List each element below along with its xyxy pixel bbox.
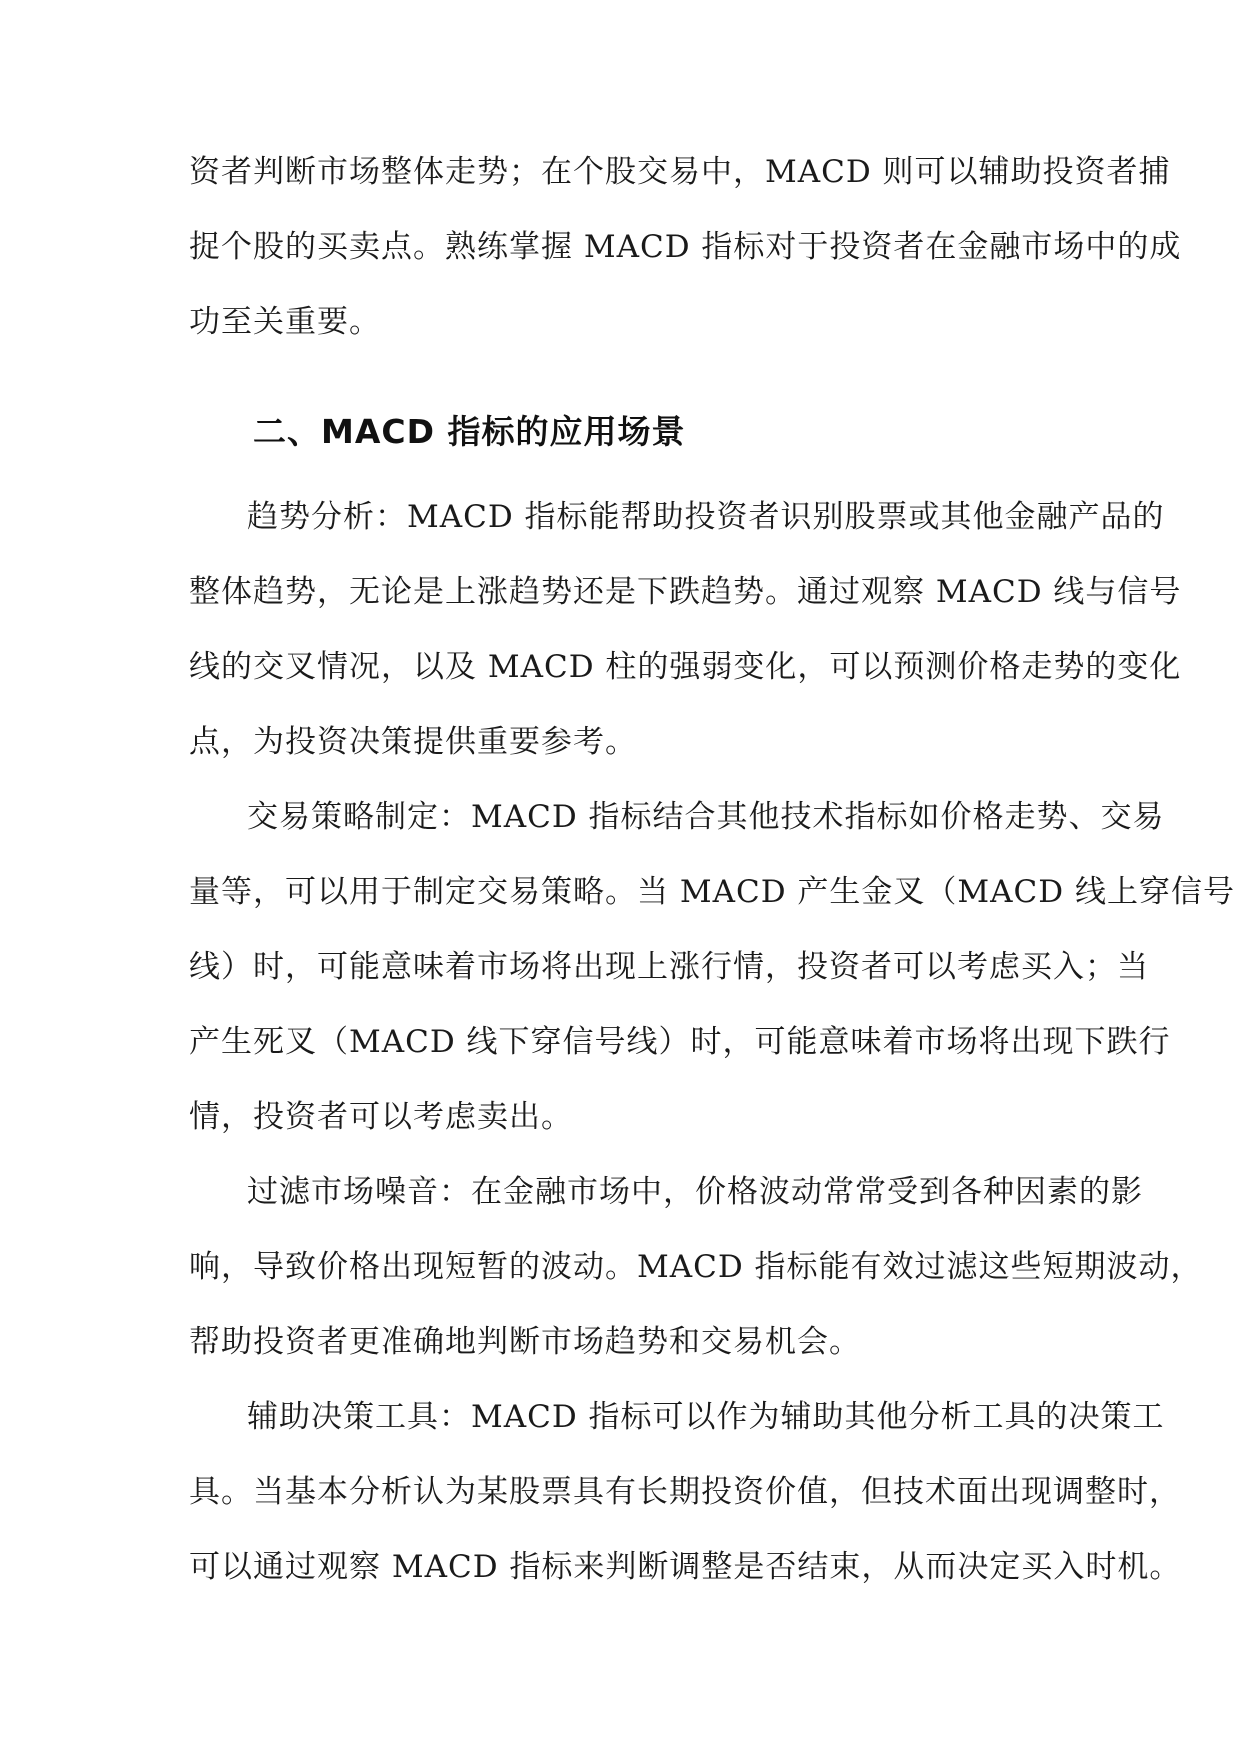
paragraph-line: 交易策略制定：MACD 指标结合其他技术指标如价格走势、交易 [247, 799, 1165, 835]
intro-line: 资者判断市场整体走势；在个股交易中，MACD 则可以辅助投资者捕 [189, 154, 1171, 190]
paragraph-line: 产生死叉（MACD 线下穿信号线）时，可能意味着市场将出现下跌行 [189, 1024, 1171, 1060]
intro-line: 捉个股的买卖点。熟练掌握 MACD 指标对于投资者在金融市场中的成 [189, 229, 1182, 265]
paragraph-line: 趋势分析：MACD 指标能帮助投资者识别股票或其他金融产品的 [247, 499, 1165, 535]
paragraph-line: 线的交叉情况，以及 MACD 柱的强弱变化，可以预测价格走势的变化 [189, 649, 1182, 685]
paragraph-line: 响，导致价格出现短暂的波动。MACD 指标能有效过滤这些短期波动， [189, 1249, 1203, 1285]
paragraph-line: 可以通过观察 MACD 指标来判断调整是否结束，从而决定买入时机。 [189, 1549, 1182, 1585]
intro-line: 功至关重要。 [189, 304, 381, 340]
paragraph-line: 帮助投资者更准确地判断市场趋势和交易机会。 [189, 1324, 861, 1360]
paragraph-line: 具。当基本分析认为某股票具有长期投资价值，但技术面出现调整时， [189, 1474, 1181, 1510]
section-heading: 二、MACD 指标的应用场景 [253, 412, 686, 451]
paragraph-line: 整体趋势，无论是上涨趋势还是下跌趋势。通过观察 MACD 线与信号 [189, 574, 1182, 610]
paragraph-line: 线）时，可能意味着市场将出现上涨行情，投资者可以考虑买入；当 [189, 949, 1149, 985]
paragraph-line: 辅助决策工具：MACD 指标可以作为辅助其他分析工具的决策工 [247, 1399, 1165, 1435]
paragraph-line: 情，投资者可以考虑卖出。 [189, 1099, 573, 1135]
paragraph-line: 点，为投资决策提供重要参考。 [189, 724, 637, 760]
paragraph-line: 过滤市场噪音：在金融市场中，价格波动常常受到各种因素的影 [247, 1174, 1143, 1210]
paragraph-line: 量等，可以用于制定交易策略。当 MACD 产生金叉（MACD 线上穿信号 [189, 874, 1235, 910]
